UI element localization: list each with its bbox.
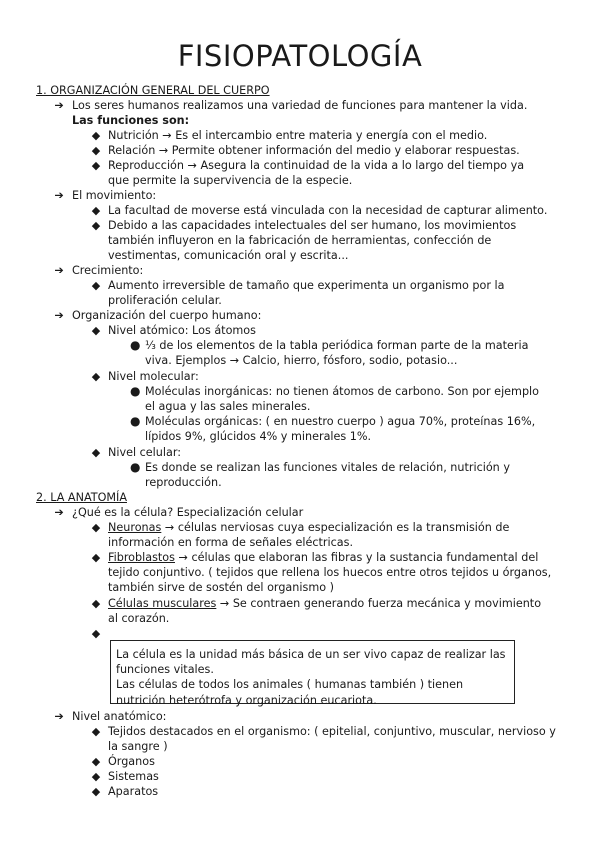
diamond-bullet-icon: ◆ bbox=[91, 627, 101, 640]
list-item-organicas-cont: lípidos 9%, glúcidos 4% y minerales 1%. bbox=[145, 430, 372, 443]
list-item-inorganicas-cont: el agua y las sales minerales. bbox=[145, 400, 311, 413]
term-celulas-musculares: Células musculares bbox=[108, 597, 217, 610]
list-item-movimiento-b: Debido a las capacidades intelectuales del ser humano, los movimientos bbox=[108, 219, 517, 232]
diamond-bullet-icon: ◆ bbox=[91, 770, 101, 783]
box-line: La célula es la unidad más básica de un ser vivo capaz de realizar las bbox=[116, 648, 506, 661]
list-item-fibroblastos bbox=[108, 550, 538, 565]
list-item-reproduccion: Reproducción → Asegura la continuidad de la vida a lo largo del tiempo ya bbox=[108, 159, 525, 172]
list-item-musculares bbox=[108, 596, 541, 611]
fibroblastos-definition: → células que elaboran las fibras y la sustancia fundamental del bbox=[174, 551, 539, 564]
arrow-bullet-icon: ➔ bbox=[54, 710, 64, 723]
box-line: nutrición heterótrofa y organización eucariota. bbox=[116, 693, 377, 707]
diamond-bullet-icon: ◆ bbox=[91, 219, 101, 232]
diamond-bullet-icon: ◆ bbox=[91, 204, 101, 217]
section-heading-anatomia: 2. LA ANATOMÍA bbox=[36, 491, 127, 504]
list-item-neuronas bbox=[108, 520, 509, 535]
list-item-celular: Es donde se realizan las funciones vitales de relación, nutrición y bbox=[145, 461, 510, 474]
diamond-bullet-icon: ◆ bbox=[91, 144, 101, 157]
funciones-label: Las funciones son: bbox=[72, 114, 190, 127]
page-title: FISIOPATOLOGÍA bbox=[177, 39, 423, 73]
list-item-sistemas: Sistemas bbox=[108, 770, 159, 783]
musculares-definition: → Se contraen generando fuerza mecánica y movimiento bbox=[216, 597, 542, 610]
term-fibroblastos: Fibroblastos bbox=[108, 551, 175, 564]
list-item-inorganicas: Moléculas inorgánicas: no tienen átomos de carbono. Son por ejemplo bbox=[145, 385, 540, 398]
nivel-anatomico: Nivel anatómico: bbox=[72, 710, 167, 723]
list-item-atomico-cont: viva. Ejemplos → Calcio, hierro, fósforo, sodio, potasio... bbox=[145, 354, 458, 367]
dot-bullet-icon: ● bbox=[130, 414, 141, 428]
list-item-aparatos: Aparatos bbox=[108, 785, 159, 798]
diamond-bullet-icon: ◆ bbox=[91, 159, 101, 172]
list-item-organos: Órganos bbox=[108, 755, 155, 768]
list-item-crecimiento-cont: proliferación celular. bbox=[108, 294, 222, 307]
arrow-bullet-icon: ➔ bbox=[54, 99, 64, 112]
dot-bullet-icon: ● bbox=[130, 338, 141, 352]
list-item-movimiento-b-cont: vestimentas, comunicación oral y escrita... bbox=[108, 249, 349, 262]
section-heading-organizacion: 1. ORGANIZACIÓN GENERAL DEL CUERPO bbox=[36, 84, 270, 97]
movimiento-heading: El movimiento: bbox=[72, 189, 157, 202]
list-item-musculares-cont: al corazón. bbox=[108, 612, 170, 625]
list-item-fibroblastos-cont: tejido conjuntivo. ( tejidos que rellena los huecos entre otros tejidos u órganos, bbox=[108, 566, 552, 579]
list-item-tejidos-cont: la sangre ) bbox=[108, 740, 168, 753]
diamond-bullet-icon: ◆ bbox=[91, 446, 101, 459]
diamond-bullet-icon: ◆ bbox=[91, 597, 101, 610]
list-item-neuronas-cont: información en forma de señales eléctricas. bbox=[108, 536, 353, 549]
dot-bullet-icon: ● bbox=[130, 384, 141, 398]
list-item-organicas: Moléculas orgánicas: ( en nuestro cuerpo ) agua 70%, proteínas 16%, bbox=[145, 415, 536, 428]
list-item-atomico: ⅓ de los elementos de la tabla periódica forman parte de la materia bbox=[145, 339, 529, 352]
diamond-bullet-icon: ◆ bbox=[91, 324, 101, 337]
diamond-bullet-icon: ◆ bbox=[91, 521, 101, 534]
crecimiento-heading: Crecimiento: bbox=[72, 264, 144, 277]
box-line: funciones vitales. bbox=[116, 663, 214, 677]
list-item-celular-cont: reproducción. bbox=[145, 476, 222, 489]
term-neuronas: Neuronas bbox=[108, 521, 162, 534]
diamond-bullet-icon: ◆ bbox=[91, 551, 101, 564]
list-item-tejidos: Tejidos destacados en el organismo: ( epitelial, conjuntivo, muscular, nervioso y bbox=[108, 725, 556, 738]
list-item-fibroblastos-cont: también sirve de sostén del organismo ) bbox=[108, 581, 334, 594]
intro-text: Los seres humanos realizamos una variedad de funciones para mantener la vida. bbox=[72, 99, 528, 112]
diamond-bullet-icon: ◆ bbox=[91, 755, 101, 768]
arrow-bullet-icon: ➔ bbox=[54, 506, 64, 519]
definition-box bbox=[110, 640, 515, 707]
neuronas-definition: → células nerviosas cuya especialización es la transmisión de bbox=[161, 521, 510, 534]
dot-bullet-icon: ● bbox=[130, 460, 141, 474]
diamond-bullet-icon: ◆ bbox=[91, 370, 101, 383]
box-line: Las células de todos los animales ( humanas también ) tienen bbox=[116, 678, 464, 692]
list-item-relacion: Relación → Permite obtener información del medio y elaborar respuestas. bbox=[108, 144, 520, 157]
list-item-movimiento-a: La facultad de moverse está vinculada con la necesidad de capturar alimento. bbox=[108, 204, 548, 217]
list-item-nutricion: Nutrición → Es el intercambio entre materia y energía con el medio. bbox=[108, 129, 488, 142]
diamond-bullet-icon: ◆ bbox=[91, 279, 101, 292]
nivel-atomico: Nivel atómico: Los átomos bbox=[108, 324, 256, 337]
nivel-molecular: Nivel molecular: bbox=[108, 370, 199, 383]
diamond-bullet-icon: ◆ bbox=[91, 129, 101, 142]
diamond-bullet-icon: ◆ bbox=[91, 725, 101, 738]
arrow-bullet-icon: ➔ bbox=[54, 309, 64, 322]
arrow-bullet-icon: ➔ bbox=[54, 189, 64, 202]
arrow-bullet-icon: ➔ bbox=[54, 264, 64, 277]
list-item-crecimiento: Aumento irreversible de tamaño que experimenta un organismo por la bbox=[108, 279, 505, 292]
organizacion-heading: Organización del cuerpo humano: bbox=[72, 309, 262, 322]
nivel-celular: Nivel celular: bbox=[108, 446, 182, 459]
celula-question: ¿Qué es la célula? Especialización celular bbox=[72, 506, 304, 519]
list-item-movimiento-b-cont: también influyeron en la fabricación de herramientas, confección de bbox=[108, 234, 492, 247]
list-item-reproduccion-cont: que permite la supervivencia de la especie. bbox=[108, 174, 353, 187]
diamond-bullet-icon: ◆ bbox=[91, 785, 101, 798]
